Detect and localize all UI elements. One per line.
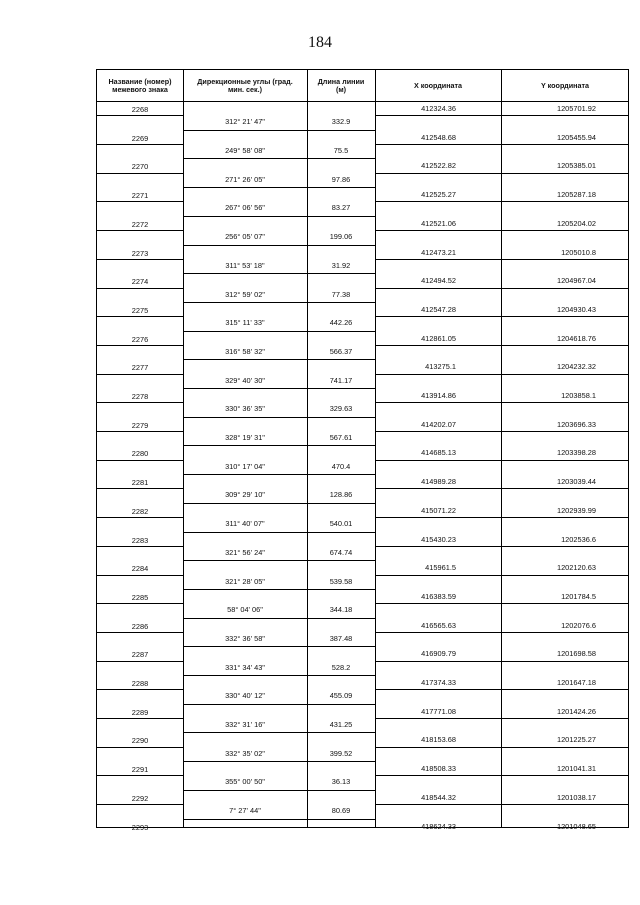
cell-underline	[183, 503, 307, 504]
cell-underline	[97, 575, 183, 576]
header-divider	[97, 101, 628, 102]
direction-angle: 315° 11' 33"	[225, 318, 265, 328]
cell-underline	[501, 173, 628, 174]
cell-underline	[375, 230, 501, 231]
line-length: 75.5	[333, 146, 349, 156]
cell-underline	[307, 187, 375, 188]
line-length: 470.4	[331, 461, 351, 471]
cell-underline	[97, 316, 183, 317]
direction-angle: 331° 34' 43"	[225, 662, 265, 672]
boundary-coordinates-table	[96, 69, 629, 832]
cell-underline	[375, 144, 501, 145]
cell-underline	[183, 732, 307, 733]
cell-underline	[307, 216, 375, 217]
cell-underline	[375, 689, 501, 690]
y-coordinate: 1204930.43	[556, 304, 596, 314]
cell-underline	[183, 560, 307, 561]
point-name: 2284	[131, 564, 149, 574]
cell-underline	[375, 345, 501, 346]
line-length: 77.38	[331, 289, 351, 299]
cell-underline	[375, 259, 501, 260]
x-coordinate: 412548.68	[421, 132, 456, 142]
cell-underline	[307, 445, 375, 446]
page-number: 184	[308, 34, 332, 51]
cell-underline	[97, 259, 183, 260]
cell-underline	[501, 488, 628, 489]
y-coordinate: 1201038.17	[556, 792, 596, 802]
cell-underline	[97, 689, 183, 690]
cell-underline	[97, 775, 183, 776]
y-coordinate: 1204967.04	[556, 276, 596, 286]
y-coordinate: 1205204.02	[556, 218, 596, 228]
cell-underline	[501, 374, 628, 375]
x-coordinate: 412324.36	[421, 104, 456, 113]
cell-underline	[183, 359, 307, 360]
x-coordinate: 412494.52	[421, 276, 456, 286]
point-name: 2279	[131, 420, 149, 430]
y-coordinate: 1202536.6	[561, 534, 596, 544]
y-coordinate: 1205287.18	[556, 190, 596, 200]
x-coordinate: 413275.1	[425, 362, 456, 372]
x-coordinate: 418508.33	[421, 764, 456, 774]
cell-underline	[307, 302, 375, 303]
direction-angle: 256° 05' 07"	[225, 232, 265, 242]
point-name: 2273	[131, 248, 149, 258]
point-name: 2290	[131, 736, 149, 746]
cell-underline	[501, 201, 628, 202]
point-name: 2293	[131, 822, 149, 832]
cell-underline	[97, 488, 183, 489]
y-coordinate: 1203039.44	[556, 477, 596, 487]
cell-underline	[183, 388, 307, 389]
direction-angle: 312° 21' 47"	[225, 117, 265, 127]
x-coordinate: 413914.86	[421, 391, 456, 400]
cell-underline	[97, 517, 183, 518]
direction-angle: 332° 35' 02"	[225, 748, 265, 758]
point-name: 2286	[131, 621, 149, 631]
cell-underline	[501, 316, 628, 317]
cell-underline	[501, 546, 628, 547]
cell-underline	[375, 316, 501, 317]
cell-underline	[307, 560, 375, 561]
cell-underline	[501, 431, 628, 432]
point-name: 2282	[131, 506, 149, 516]
direction-angle: 329° 40' 30"	[225, 375, 265, 385]
x-coordinate: 417374.33	[421, 678, 456, 687]
x-coordinate: 412861.05	[421, 333, 456, 343]
cell-underline	[183, 646, 307, 647]
direction-angle: 249° 58' 08"	[225, 146, 265, 156]
point-name: 2270	[131, 162, 149, 172]
cell-underline	[307, 589, 375, 590]
point-name: 2283	[131, 535, 149, 545]
cell-underline	[501, 632, 628, 633]
line-length: 128.86	[329, 490, 353, 500]
cell-underline	[307, 790, 375, 791]
cell-underline	[501, 144, 628, 145]
cell-underline	[183, 704, 307, 705]
y-coordinate: 1201041.31	[556, 764, 596, 774]
cell-underline	[97, 804, 183, 805]
cell-underline	[307, 331, 375, 332]
y-coordinate: 1201698.58	[556, 649, 596, 659]
point-name: 2272	[131, 219, 149, 229]
direction-angle: 316° 58' 32"	[225, 346, 265, 356]
direction-angle: 309° 29' 10"	[225, 490, 265, 500]
point-name: 2292	[131, 793, 149, 803]
cell-underline	[375, 115, 501, 116]
y-coordinate: 1201048.65	[556, 821, 596, 831]
y-coordinate: 1205701.92	[556, 104, 596, 113]
direction-angle: 321° 56' 24"	[225, 547, 265, 557]
x-coordinate: 412473.21	[421, 247, 456, 257]
cell-underline	[97, 661, 183, 662]
cell-underline	[183, 331, 307, 332]
cell-underline	[501, 460, 628, 461]
cell-underline	[183, 761, 307, 762]
cell-underline	[183, 130, 307, 131]
header-y-coordinate: Y координата	[541, 80, 589, 90]
cell-underline	[375, 517, 501, 518]
cell-underline	[183, 445, 307, 446]
cell-underline	[501, 345, 628, 346]
point-name: 2269	[131, 133, 149, 143]
x-coordinate: 414989.28	[421, 477, 456, 487]
y-coordinate: 1203398.28	[556, 448, 596, 458]
cell-underline	[375, 431, 501, 432]
x-coordinate: 412521.06	[421, 218, 456, 228]
y-coordinate: 1204618.76	[556, 333, 596, 343]
cell-underline	[501, 402, 628, 403]
line-length: 83.27	[331, 203, 351, 213]
cell-underline	[501, 517, 628, 518]
point-name: 2278	[131, 392, 149, 401]
y-coordinate: 1202120.63	[556, 563, 596, 573]
cell-underline	[375, 460, 501, 461]
cell-underline	[307, 675, 375, 676]
cell-underline	[375, 804, 501, 805]
line-length: 97.86	[331, 174, 351, 184]
line-length: 431.25	[329, 720, 353, 730]
x-coordinate: 412522.82	[421, 161, 456, 171]
cell-underline	[97, 345, 183, 346]
cell-underline	[501, 747, 628, 748]
cell-underline	[375, 718, 501, 719]
point-name: 2281	[131, 478, 149, 488]
direction-angle: 267° 06' 56"	[225, 203, 265, 213]
direction-angle: 321° 28' 05"	[225, 576, 265, 586]
cell-underline	[183, 216, 307, 217]
point-name: 2291	[131, 765, 149, 775]
line-length: 455.09	[329, 691, 353, 701]
cell-underline	[307, 273, 375, 274]
cell-underline	[501, 603, 628, 604]
cell-underline	[183, 675, 307, 676]
point-name: 2275	[131, 305, 149, 315]
x-coordinate: 417771.08	[421, 706, 456, 716]
point-name: 2271	[131, 191, 149, 201]
direction-angle: 311° 53' 18"	[225, 260, 265, 270]
direction-angle: 7° 27' 44"	[229, 806, 261, 816]
line-length: 539.58	[329, 576, 353, 586]
y-coordinate: 1202076.6	[561, 620, 596, 630]
point-name: 2276	[131, 334, 149, 344]
line-length: 540.01	[329, 519, 353, 529]
line-length: 674.74	[329, 547, 353, 557]
x-coordinate: 416383.59	[421, 591, 456, 601]
line-length: 741.17	[329, 375, 353, 385]
cell-underline	[307, 532, 375, 533]
line-length: 80.69	[331, 806, 351, 816]
cell-underline	[501, 259, 628, 260]
direction-angle: 328° 19' 31"	[225, 433, 265, 443]
cell-underline	[183, 273, 307, 274]
direction-angle: 330° 36' 35"	[225, 404, 265, 414]
header-line-length: Длина линии (м)	[317, 76, 365, 94]
line-length: 387.48	[329, 633, 353, 643]
cell-underline	[375, 747, 501, 748]
direction-angle: 332° 36' 58"	[225, 633, 265, 643]
cell-underline	[183, 589, 307, 590]
line-length: 399.52	[329, 748, 353, 758]
x-coordinate: 415071.22	[421, 505, 456, 515]
cell-underline	[501, 689, 628, 690]
cell-underline	[501, 661, 628, 662]
cell-underline	[183, 618, 307, 619]
y-coordinate: 1205455.94	[556, 132, 596, 142]
cell-underline	[183, 790, 307, 791]
cell-underline	[307, 732, 375, 733]
cell-underline	[97, 718, 183, 719]
direction-angle: 330° 40' 12"	[225, 691, 265, 701]
point-name: 2274	[131, 277, 149, 287]
line-length: 344.18	[329, 605, 353, 615]
cell-underline	[307, 158, 375, 159]
y-coordinate: 1201784.5	[561, 591, 596, 601]
x-coordinate: 415430.23	[421, 534, 456, 544]
cell-underline	[183, 532, 307, 533]
point-name: 2268	[131, 105, 149, 114]
cell-underline	[375, 173, 501, 174]
cell-underline	[307, 646, 375, 647]
y-coordinate: 1203858.1	[561, 391, 596, 400]
cell-underline	[307, 704, 375, 705]
direction-angle: 312° 59' 02"	[225, 289, 265, 299]
cell-underline	[97, 431, 183, 432]
cell-underline	[97, 201, 183, 202]
x-coordinate: 412525.27	[421, 190, 456, 200]
cell-underline	[375, 661, 501, 662]
y-coordinate: 1203696.33	[556, 419, 596, 429]
point-name: 2289	[131, 707, 149, 717]
cell-underline	[375, 201, 501, 202]
cell-underline	[183, 187, 307, 188]
cell-underline	[97, 115, 183, 116]
cell-underline	[501, 575, 628, 576]
point-name: 2285	[131, 592, 149, 602]
point-name: 2280	[131, 449, 149, 459]
line-length: 199.06	[329, 232, 353, 242]
cell-underline	[375, 603, 501, 604]
cell-underline	[501, 775, 628, 776]
cell-underline	[501, 230, 628, 231]
cell-underline	[375, 402, 501, 403]
y-coordinate: 1201647.18	[556, 678, 596, 687]
cell-underline	[375, 374, 501, 375]
direction-angle: 58° 04' 06"	[227, 605, 263, 615]
x-coordinate: 416909.79	[421, 649, 456, 659]
line-length: 442.26	[329, 318, 353, 328]
y-coordinate: 1205385.01	[556, 161, 596, 171]
cell-underline	[307, 819, 375, 820]
cell-underline	[307, 761, 375, 762]
y-coordinate: 1201424.26	[556, 706, 596, 716]
x-coordinate: 414202.07	[421, 419, 456, 429]
cell-underline	[307, 130, 375, 131]
x-coordinate: 418544.32	[421, 792, 456, 802]
y-coordinate: 1205010.8	[561, 247, 596, 257]
cell-underline	[375, 575, 501, 576]
line-length: 567.61	[329, 433, 353, 443]
cell-underline	[97, 632, 183, 633]
line-length: 31.92	[331, 260, 351, 270]
direction-angle: 332° 31' 16"	[225, 720, 265, 730]
cell-underline	[97, 402, 183, 403]
cell-underline	[307, 388, 375, 389]
cell-underline	[183, 417, 307, 418]
point-name: 2288	[131, 679, 149, 688]
y-coordinate: 1202939.99	[556, 505, 596, 515]
direction-angle: 310° 17' 04"	[225, 461, 265, 471]
y-coordinate: 1201225.27	[556, 735, 596, 745]
line-length: 566.37	[329, 346, 353, 356]
cell-underline	[97, 230, 183, 231]
point-name: 2277	[131, 363, 149, 373]
cell-underline	[307, 245, 375, 246]
cell-underline	[307, 417, 375, 418]
cell-underline	[501, 804, 628, 805]
cell-underline	[375, 488, 501, 489]
cell-underline	[307, 359, 375, 360]
cell-underline	[307, 474, 375, 475]
line-length: 332.9	[331, 117, 351, 127]
y-coordinate: 1204232.32	[556, 362, 596, 372]
cell-underline	[97, 546, 183, 547]
cell-underline	[183, 158, 307, 159]
cell-underline	[183, 302, 307, 303]
cell-underline	[97, 747, 183, 748]
cell-underline	[97, 288, 183, 289]
header-x-coordinate: X координата	[413, 80, 463, 90]
cell-underline	[97, 603, 183, 604]
line-length: 329.63	[329, 404, 353, 414]
x-coordinate: 415961.5	[425, 563, 456, 573]
cell-underline	[307, 618, 375, 619]
line-length: 528.2	[331, 662, 351, 672]
cell-underline	[375, 632, 501, 633]
x-coordinate: 418624.33	[421, 821, 456, 831]
direction-angle: 271° 26' 05"	[225, 174, 265, 184]
cell-underline	[375, 775, 501, 776]
line-length: 36.13	[331, 777, 351, 787]
cell-underline	[501, 718, 628, 719]
cell-underline	[375, 546, 501, 547]
header-direction-angles: Дирекционные углы (град. мин. сек.)	[197, 76, 293, 94]
x-coordinate: 418153.68	[421, 735, 456, 745]
cell-underline	[375, 288, 501, 289]
cell-underline	[307, 503, 375, 504]
x-coordinate: 416565.63	[421, 620, 456, 630]
cell-underline	[501, 115, 628, 116]
point-name: 2287	[131, 650, 149, 660]
cell-underline	[97, 374, 183, 375]
x-coordinate: 412547.28	[421, 304, 456, 314]
cell-underline	[501, 288, 628, 289]
direction-angle: 311° 40' 07"	[225, 519, 265, 529]
cell-underline	[183, 474, 307, 475]
cell-underline	[97, 173, 183, 174]
cell-underline	[183, 245, 307, 246]
cell-underline	[183, 819, 307, 820]
cell-underline	[97, 460, 183, 461]
cell-underline	[97, 144, 183, 145]
direction-angle: 355° 00' 50"	[225, 777, 265, 787]
header-point-name: Название (номер) межевого знака	[108, 76, 172, 94]
x-coordinate: 414685.13	[421, 448, 456, 458]
